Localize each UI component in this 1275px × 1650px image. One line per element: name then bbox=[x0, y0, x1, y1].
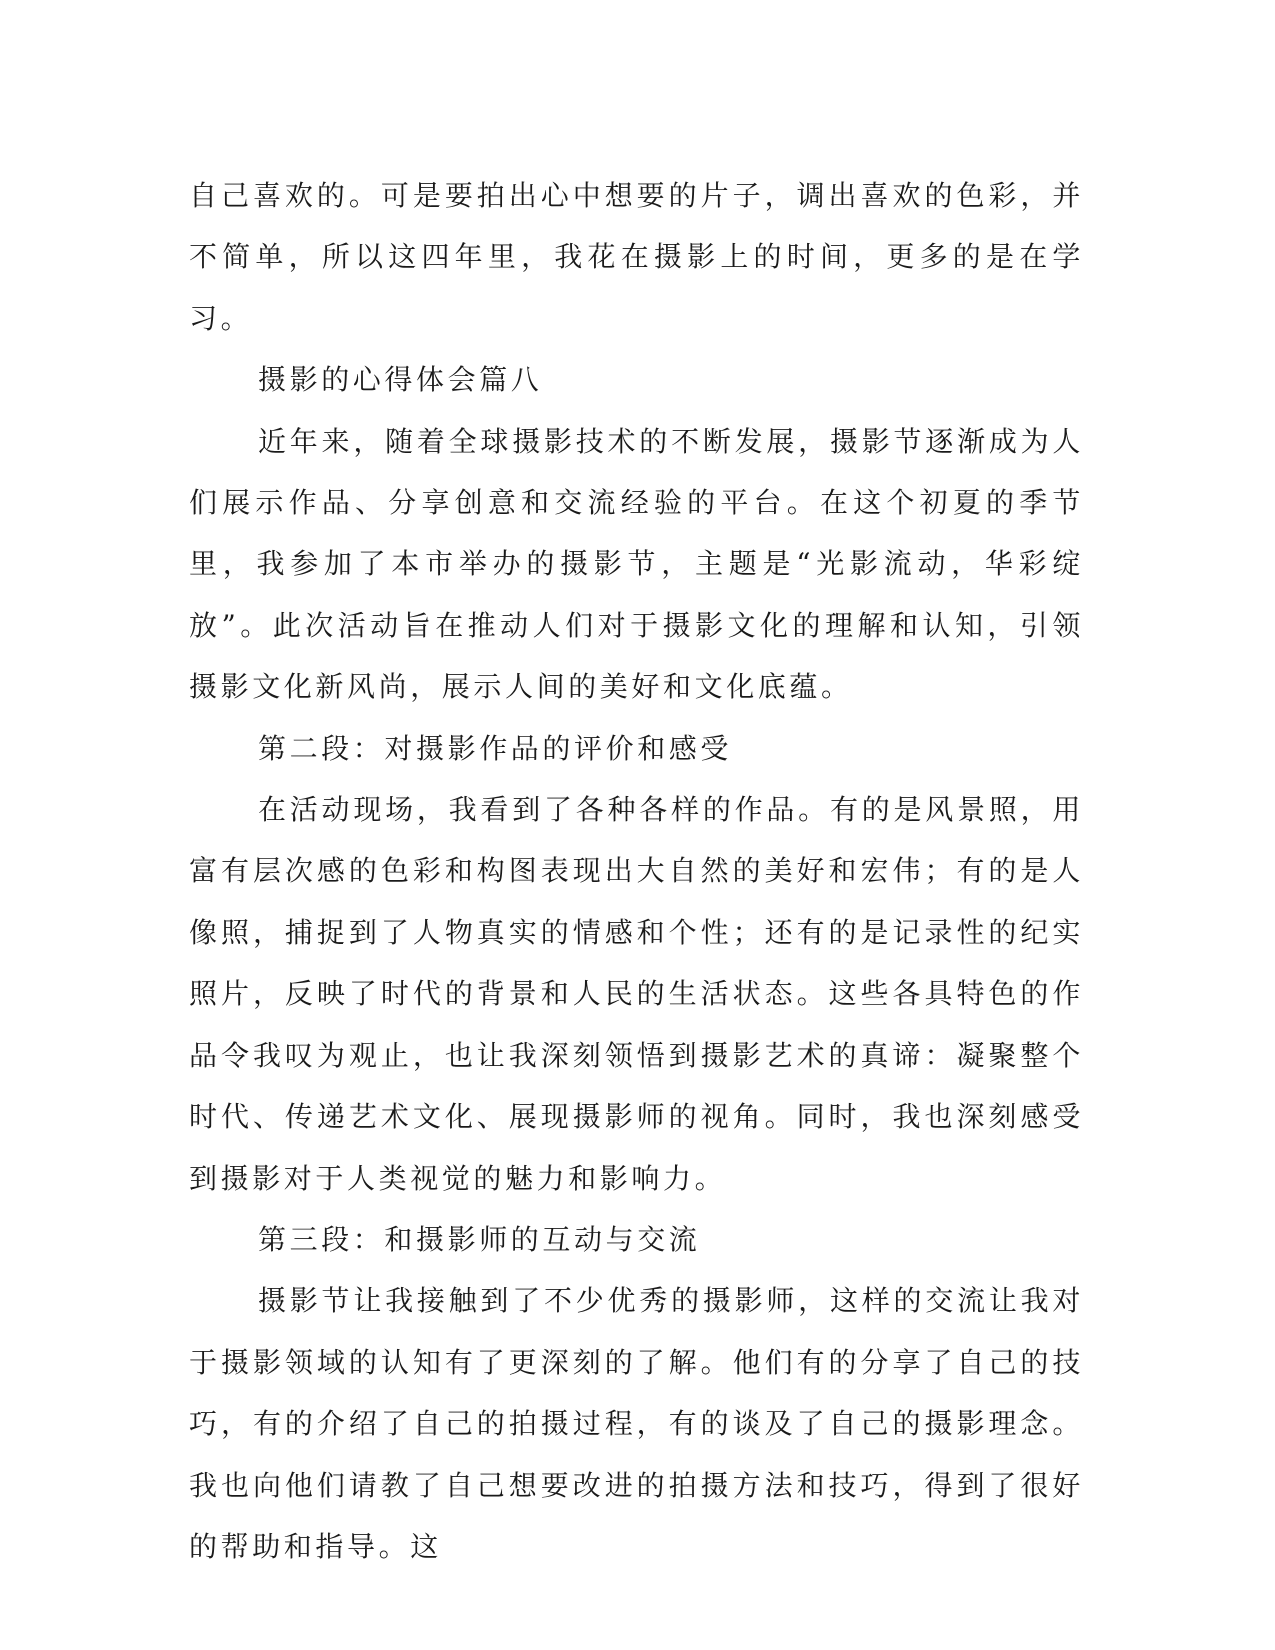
section-heading-part-two: 第二段：对摄影作品的评价和感受 bbox=[258, 731, 733, 765]
section-heading-part-three: 第三段：和摄影师的互动与交流 bbox=[258, 1222, 701, 1256]
paragraph-works-review: 在活动现场，我看到了各种各样的作品。有的是风景照，用富有层次感的色彩和构图表现出大自然的美好和宏伟；有的是人像照，捕捉到了人物真实的情感和个性；还有的是记录性的纪实照片，反映了时代的背景和人民的生活状态。这些各具特色的作品令我叹为观止，也让我深刻领悟到摄影艺术的真谛：凝聚整个时代、传递艺术文化、展现摄影师的视角。同时，我也深刻感受到摄影对于人类视觉的魅力和影响力。 bbox=[189, 793, 1084, 1195]
section-heading-part-eight: 摄影的心得体会篇八 bbox=[258, 363, 543, 397]
paragraph-continuation: 自己喜欢的。可是要拍出心中想要的片子，调出喜欢的色彩，并不简单，所以这四年里，我花在摄影上的时间，更多的是在学习。 bbox=[189, 179, 1084, 335]
document-body bbox=[189, 165, 1084, 1577]
paragraph-photographer-exchange: 摄影节让我接触到了不少优秀的摄影师，这样的交流让我对于摄影领域的认知有了更深刻的了解。他们有的分享了自己的技巧，有的介绍了自己的拍摄过程，有的谈及了自己的摄影理念。我也向他们请教了自己想要改进的拍摄方法和技巧，得到了很好的帮助和指导。这 bbox=[189, 1284, 1084, 1563]
paragraph-intro: 近年来，随着全球摄影技术的不断发展，摄影节逐渐成为人们展示作品、分享创意和交流经验的平台。在这个初夏的季节里，我参加了本市举办的摄影节，主题是“光影流动，华彩绽放”。此次活动旨在推动人们对于摄影文化的理解和认知，引领摄影文化新风尚，展示人间的美好和文化底蕴。 bbox=[189, 424, 1084, 704]
